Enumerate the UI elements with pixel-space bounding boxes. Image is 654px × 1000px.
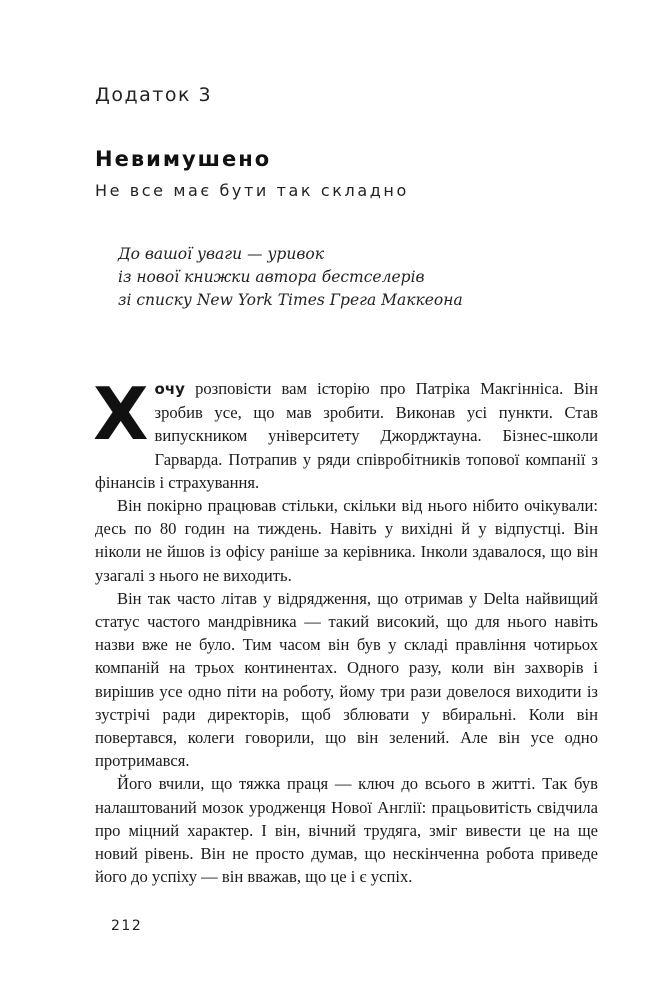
paragraph-text: розповісти вам історію про Патріка Макгінніса. Він зробив усе, що мав зробити. Виконав усі пункти. Став випускником університету Джорджтауна. Бізнес-школи Гарварда. Потрапив у ряди співробітників топової компанії з фінансів і страхування. — [95, 379, 598, 492]
drop-cap: Х — [93, 372, 149, 456]
page-number: 212 — [111, 918, 143, 934]
excerpt-note — [118, 243, 463, 312]
excerpt-line: із нової книжки автора бестселерів — [118, 268, 425, 286]
chapter-subtitle: Не все має бути так складно — [95, 181, 409, 200]
chapter-title: Невимушено — [95, 147, 272, 171]
paragraph: Він покірно працював стільки, скільки від нього нібито очікували: десь по 80 годин на тиждень. Навіть у вихідні й у відпустці. Він ніколи не йшов із офісу раніше за керівника. Інколи здавалося, що він узагалі з нього не виходить. — [95, 496, 598, 585]
paragraph: Його вчили, що тяжка праця — ключ до всього в житті. Так був налаштований мозок уродженця Нової Англії: працьовитість свідчила про міцний характер. І він, вічний трудяга, зміг вивести це на ще новий рівень. Він не просто думав, що нескінченна робота приведе його до успіху — він вважав, що це і є успіх. — [95, 774, 598, 887]
appendix-label: Додаток 3 — [95, 84, 213, 106]
lead-word: очу — [154, 380, 185, 398]
paragraph — [93, 372, 598, 494]
excerpt-line: зі списку New York Times Грега Маккеона — [118, 291, 463, 309]
excerpt-line: До вашої уваги — уривок — [118, 245, 324, 263]
paragraph: Він так часто літав у відрядження, що отримав у Delta найвищий статус частого мандрівника — такий високий, що для нього навіть назви вже не було. Тим часом він був у складі правління чотирьох компаній на трьох континентах. Одного разу, коли він захворів і вирішив усе одно піти на роботу, йому три рази довелося виходити із зустрічі ради директорів, щоб зблювати у вбиральні. Коли він повертався, колеги говорили, що він зелений. Але він усе одно протримався. — [95, 588, 598, 771]
body-text — [93, 372, 598, 888]
